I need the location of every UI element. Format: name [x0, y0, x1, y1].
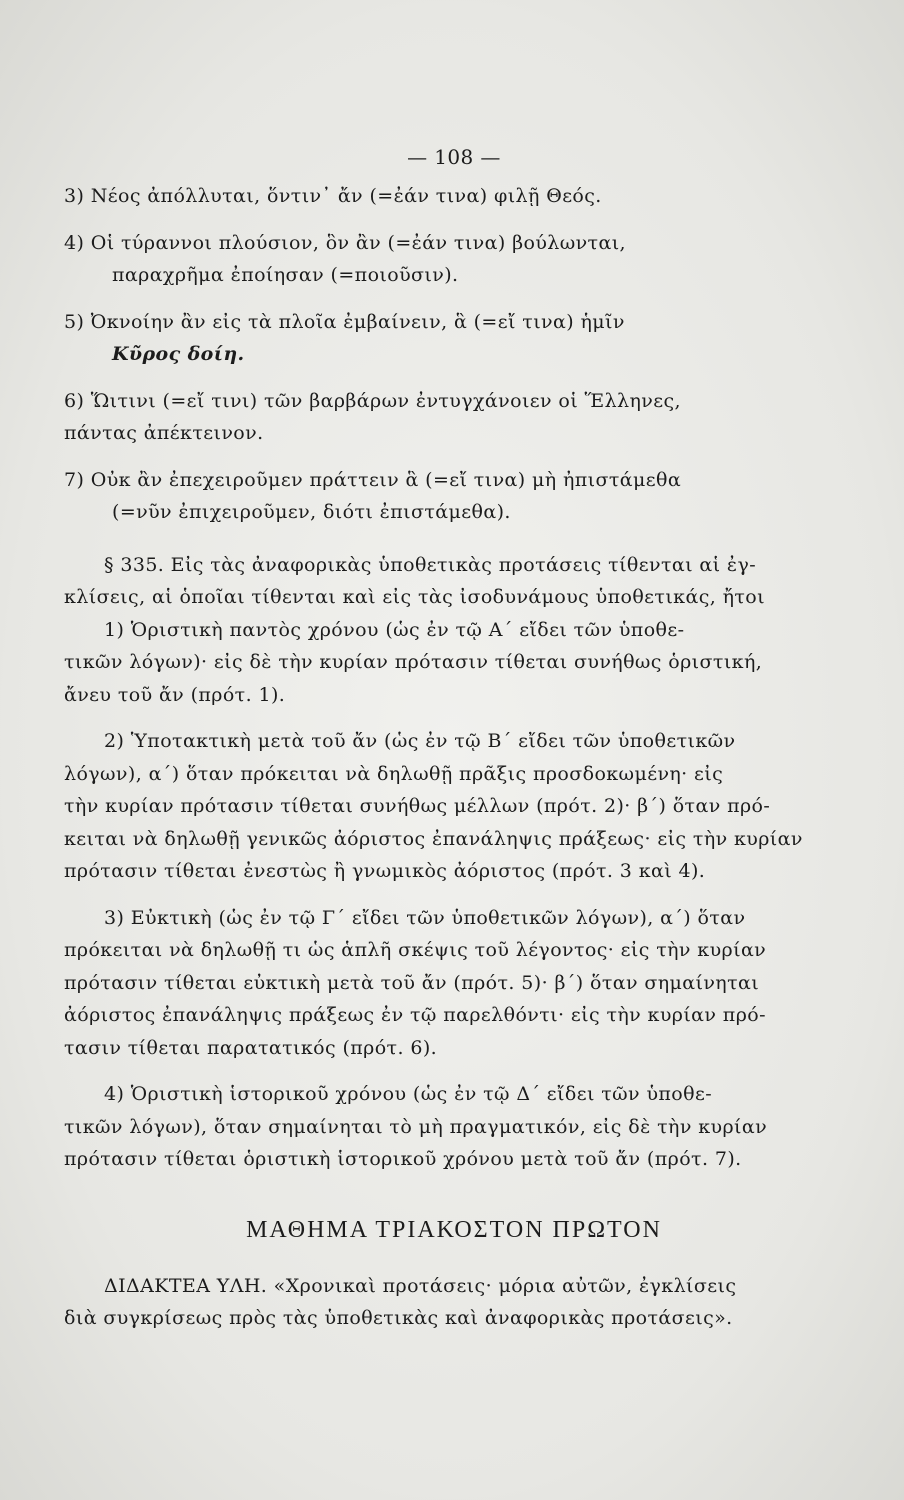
case-3-line-2: πρόκειται νὰ δηλωθῇ τι ὡς ἁπλῆ σκέψις τοῦ λέγοντος· εἰς τὴν κυρίαν: [64, 939, 767, 961]
example-4-line-2: παραχρῆμα ἐποίησαν (=ποιοῦσιν).: [112, 264, 459, 286]
case-2-line-4: κειται νὰ δηλωθῇ γενικῶς ἀόριστος ἐπανάληψις πράξεως· εἰς τὴν κυρίαν: [64, 827, 803, 850]
example-3-line-1: 3) Νέος ἀπόλλυται, ὅντιν᾽ ἄν (=ἐάν τινα) φιλῇ Θεός.: [64, 185, 602, 207]
example-7-line-2: (=νῦν ἐπιχειροῦμεν, διότι ἐπιστάμεθα).: [112, 501, 511, 523]
case-1-line-1: 1) Ὁριστικὴ παντὸς χρόνου (ὡς ἐν τῷ Α΄ εἴδει τῶν ὑποθε-: [104, 618, 685, 641]
text-block: [64, 140, 844, 1335]
case-4-line-2: τικῶν λόγων), ὅταν σημαίνηται τὸ μὴ πραγματικόν, εἰς δὲ τὴν κυρίαν: [64, 1115, 768, 1138]
case-2-line-1: 2) Ὑποτακτικὴ μετὰ τοῦ ἄν (ὡς ἐν τῷ Β΄ εἴδει τῶν ὑποθετικῶν: [104, 730, 736, 752]
case-3-line-1: 3) Εὐκτικὴ (ὡς ἐν τῷ Γ΄ εἴδει τῶν ὑποθετικῶν λόγων), α΄) ὅταν: [104, 906, 746, 929]
case-1-line-2: τικῶν λόγων)· εἰς δὲ τὴν κυρίαν πρότασιν τίθεται συνήθως ὁριστική,: [64, 651, 763, 673]
page-number: — 108 —: [407, 145, 501, 169]
lesson-material-line-1: ΔΙΔΑΚΤΕΑ ΥΛΗ. «Χρονικαὶ προτάσεις· μόρια αὐτῶν, ἐγκλίσεις: [104, 1274, 737, 1297]
case-1-line-3: ἄνευ τοῦ ἄν (πρότ. 1).: [64, 683, 286, 706]
case-4-line-1: 4) Ὁριστικὴ ἱστορικοῦ χρόνου (ὡς ἐν τῷ Δ΄ εἴδει τῶν ὑποθε-: [104, 1083, 713, 1105]
case-2-line-5: πρότασιν τίθεται ἐνεστὼς ἢ γνωμικὸς ἀόριστος (πρότ. 3 καὶ 4).: [64, 860, 706, 882]
lesson-material-line-2: διὰ συγκρίσεως πρὸς τὰς ὑποθετικὰς καὶ ἀναφορικὰς προτάσεις».: [64, 1307, 733, 1329]
example-7-line-1: 7) Οὐκ ἂν ἐπεχειροῦμεν πράττειν ἃ (=εἴ τινα) μὴ ἠπιστάμεθα: [64, 468, 682, 491]
example-5-line-2: Κῦρος δοίη.: [112, 343, 245, 365]
example-5-line-1: 5) Ὀκνοίην ἂν εἰς τὰ πλοῖα ἐμβαίνειν, ἃ (=εἴ τινα) ἡμῖν: [64, 310, 625, 333]
case-2-line-2: λόγων), α΄) ὅταν πρόκειται νὰ δηλωθῇ πρᾶξις προσδοκωμένη· εἰς: [64, 762, 724, 785]
example-6-line-1: 6) Ὥιτινι (=εἴ τινι) τῶν βαρβάρων ἐντυγχάνοιεν οἱ Ἕλληνες,: [64, 389, 681, 412]
case-2-line-3: τὴν κυρίαν πρότασιν τίθεται συνήθως μέλλων (πρότ. 2)· β΄) ὅταν πρό-: [64, 795, 771, 817]
lesson-heading: ΜΑΘΗΜΑ ΤΡΙΑΚΟΣΤΟΝ ΠΡΩΤΟΝ: [246, 1216, 662, 1243]
case-3-line-3: πρότασιν τίθεται εὐκτικὴ μετὰ τοῦ ἄν (πρότ. 5)· β΄) ὅταν σημαίνηται: [64, 971, 760, 994]
section-335-line-1: § 335. Εἰς τὰς ἀναφορικὰς ὑποθετικὰς προτάσεις τίθενται αἱ ἐγ-: [104, 553, 757, 576]
case-4-line-3: πρότασιν τίθεται ὁριστικὴ ἱστορικοῦ χρόνου μετὰ τοῦ ἄν (πρότ. 7).: [64, 1148, 742, 1170]
example-4-line-1: 4) Οἱ τύραννοι πλούσιον, ὃν ἂν (=ἐάν τινα) βούλωνται,: [64, 231, 626, 254]
case-3-line-4: ἀόριστος ἐπανάληψις πράξεως ἐν τῷ παρελθόντι· εἰς τὴν κυρίαν πρό-: [64, 1004, 766, 1026]
case-3-line-5: τασιν τίθεται παρατατικός (πρότ. 6).: [64, 1036, 438, 1059]
section-335-line-2: κλίσεις, αἱ ὁποῖαι τίθενται καὶ εἰς τὰς ἰσοδυνάμους ὑποθετικάς, ἤτοι: [64, 586, 765, 608]
example-6-line-2: πάντας ἀπέκτεινον.: [64, 422, 264, 444]
